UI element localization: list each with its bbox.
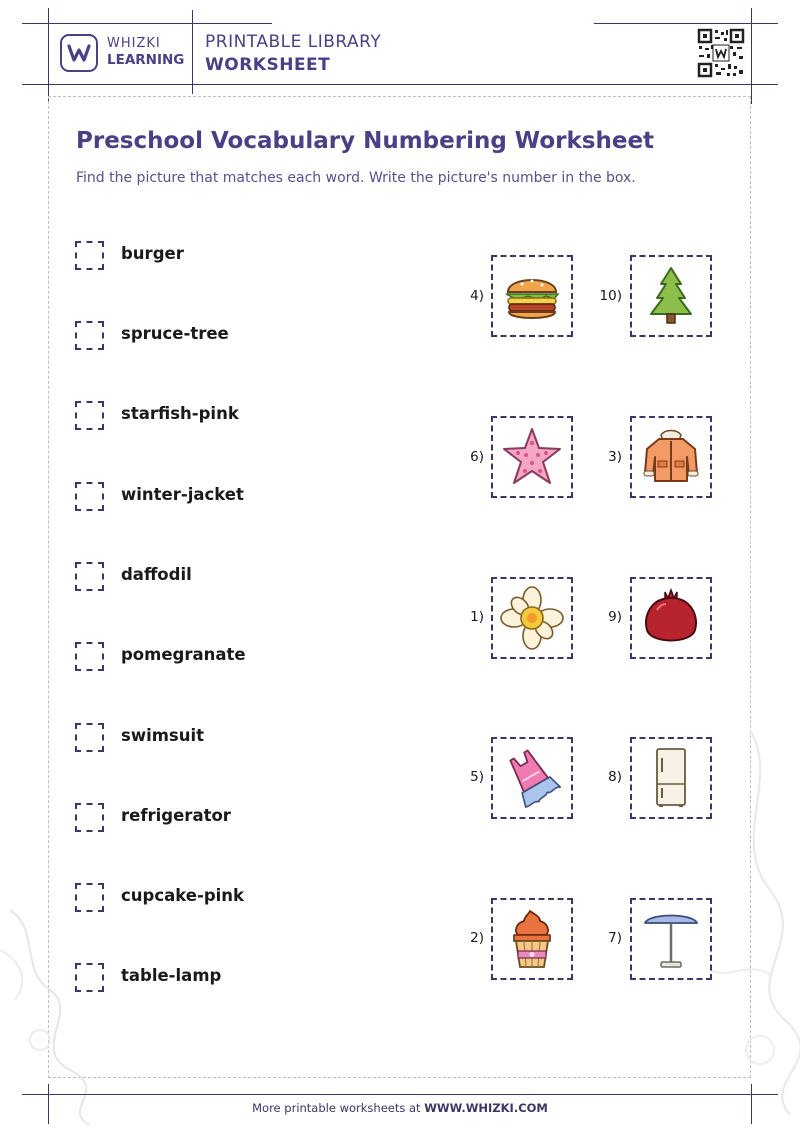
- picture-card-winter-jacket: [630, 416, 712, 498]
- picture-number: 7): [608, 930, 622, 946]
- picture-card-daffodil: [491, 577, 573, 659]
- footer-top-line: [22, 1094, 778, 1095]
- answer-box[interactable]: [75, 321, 104, 350]
- brand-name: [107, 37, 184, 68]
- refrigerator-icon: [639, 746, 703, 810]
- answer-box[interactable]: [75, 482, 104, 511]
- picture-number: 2): [470, 930, 484, 946]
- word-label: burger: [121, 244, 184, 263]
- cupcake-icon: [500, 907, 564, 971]
- answer-box[interactable]: [75, 963, 104, 992]
- header-right-rule: [751, 8, 752, 104]
- whizki-logo: [60, 34, 98, 72]
- footer-site-link[interactable]: WWW.WHIZKI.COM: [424, 1101, 548, 1115]
- word-label: winter-jacket: [121, 485, 244, 504]
- picture-number: 10): [599, 288, 622, 304]
- word-label: daffodil: [121, 565, 192, 584]
- library-heading: [205, 34, 381, 74]
- swimsuit-icon: [500, 746, 564, 810]
- instructions: Find the picture that matches each word. Write the picture's number in the box.: [76, 170, 636, 186]
- word-label: starfish-pink: [121, 404, 239, 423]
- picture-card-pomegranate: [630, 577, 712, 659]
- picture-number: 8): [608, 769, 622, 785]
- picture-number: 5): [470, 769, 484, 785]
- picture-number: 9): [608, 609, 622, 625]
- footer-text: [0, 1101, 800, 1115]
- answer-box[interactable]: [75, 803, 104, 832]
- word-label: refrigerator: [121, 806, 231, 825]
- picture-card-starfish: [491, 416, 573, 498]
- page-title: Preschool Vocabulary Numbering Worksheet: [76, 128, 655, 154]
- picture-card-burger: [491, 255, 573, 337]
- picture-card-swimsuit: [491, 737, 573, 819]
- library-label: PRINTABLE LIBRARY: [205, 32, 382, 52]
- starfish-icon: [500, 425, 564, 489]
- header-left-rule: [48, 8, 49, 104]
- picture-card-cupcake: [491, 898, 573, 980]
- burger-icon: [500, 264, 564, 328]
- header-top-line: [22, 23, 272, 24]
- picture-number: 3): [608, 449, 622, 465]
- answer-box[interactable]: [75, 883, 104, 912]
- brand-line2: LEARNING: [107, 52, 185, 68]
- answer-box[interactable]: [75, 723, 104, 752]
- word-label: table-lamp: [121, 966, 222, 985]
- answer-box[interactable]: [75, 401, 104, 430]
- brand-line1: WHIZKI: [107, 36, 161, 51]
- spruce-tree-icon: [639, 264, 703, 328]
- picture-number: 6): [470, 449, 484, 465]
- picture-number: 4): [470, 288, 484, 304]
- table-lamp-icon: [639, 907, 703, 971]
- w-logo-icon: [67, 43, 91, 63]
- footer-prefix: More printable worksheets at: [252, 1101, 425, 1115]
- picture-card-spruce-tree: [630, 255, 712, 337]
- answer-box[interactable]: [75, 562, 104, 591]
- daffodil-icon: [500, 586, 564, 650]
- header-divider: [192, 10, 193, 94]
- picture-number: 1): [470, 609, 484, 625]
- word-label: cupcake-pink: [121, 886, 245, 905]
- header-bottom-line: [22, 84, 778, 85]
- worksheet-label: WORKSHEET: [205, 55, 331, 75]
- winter-jacket-icon: [639, 425, 703, 489]
- word-label: spruce-tree: [121, 324, 229, 343]
- pomegranate-icon: [639, 586, 703, 650]
- word-label: swimsuit: [121, 726, 205, 745]
- answer-box[interactable]: [75, 642, 104, 671]
- picture-card-table-lamp: [630, 898, 712, 980]
- qr-code-icon: [697, 28, 745, 78]
- answer-box[interactable]: [75, 241, 104, 270]
- word-label: pomegranate: [121, 645, 246, 664]
- picture-card-refrigerator: [630, 737, 712, 819]
